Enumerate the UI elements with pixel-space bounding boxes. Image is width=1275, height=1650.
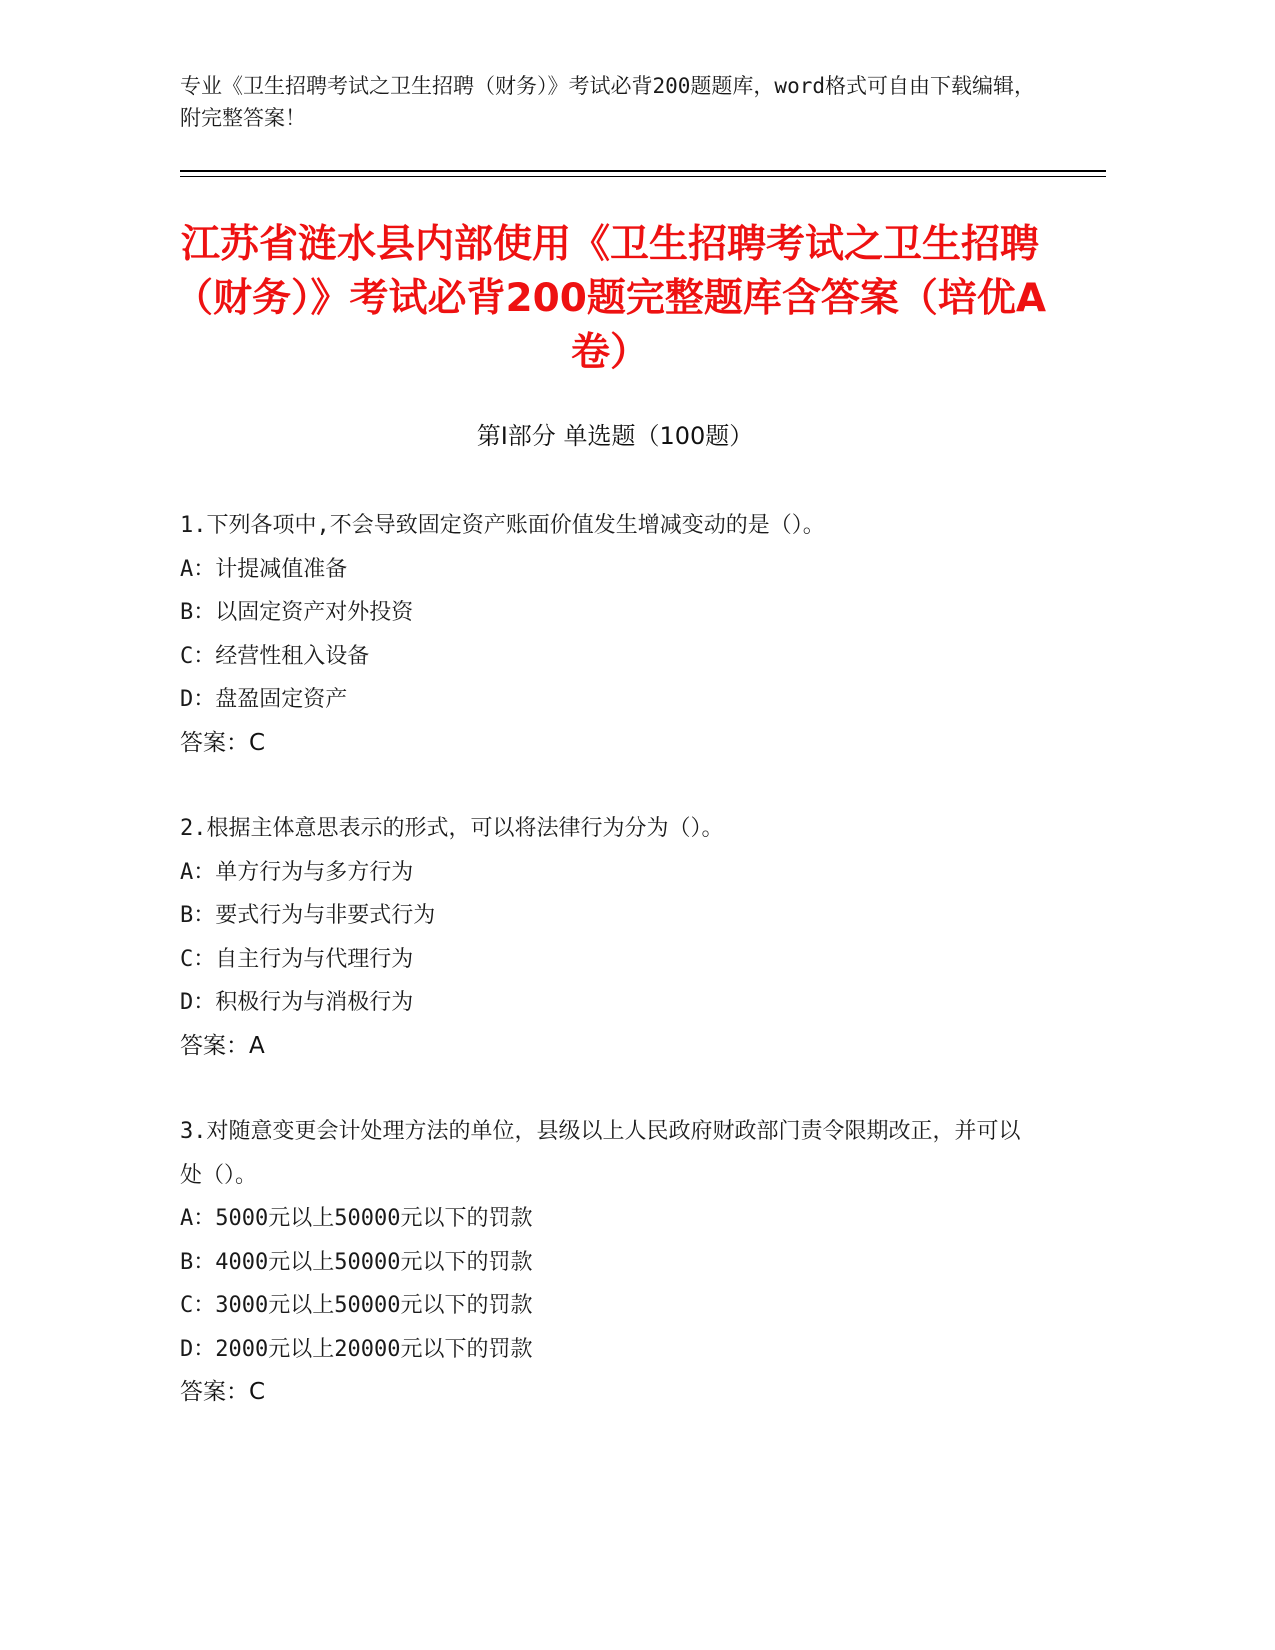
header-divider-thick <box>180 170 1106 172</box>
question-item <box>180 807 1040 1068</box>
option-a: A：5000元以上50000元以下的罚款 <box>180 1206 533 1231</box>
option-a: A：计提减值准备 <box>180 556 348 582</box>
section-heading: 第Ⅰ部分 单选题（100题） <box>476 422 754 450</box>
header-note: 专业《卫生招聘考试之卫生招聘（财务）》考试必背200题题库，word格式可自由下载编辑，附完整答案！ <box>180 74 1035 130</box>
option-b: B：4000元以上50000元以下的罚款 <box>180 1249 533 1275</box>
option-c: C：自主行为与代理行为 <box>180 946 414 972</box>
question-list <box>180 504 1040 1457</box>
option-b: B：以固定资产对外投资 <box>180 600 414 625</box>
option-d: D：2000元以上20000元以下的罚款 <box>180 1336 533 1362</box>
question-stem: 2.根据主体意思表示的形式，可以将法律行为分为（）。 <box>180 816 724 841</box>
document-title: 江苏省涟水县内部使用《卫生招聘考试之卫生招聘（财务）》考试必背200题完整题库含答案（培优A卷） <box>173 222 1047 375</box>
option-d: D：盘盈固定资产 <box>180 687 348 712</box>
question-stem: 3.对随意变更会计处理方法的单位，县级以上人民政府财政部门责令限期改正，并可以处（）。 <box>180 1119 1021 1188</box>
answer-line: 答案：A <box>180 1032 265 1059</box>
answer-line: 答案：C <box>180 729 266 756</box>
option-b: B：要式行为与非要式行为 <box>180 903 436 928</box>
header-divider-thin <box>180 176 1106 177</box>
option-d: D：积极行为与消极行为 <box>180 990 414 1015</box>
option-c: C：3000元以上50000元以下的罚款 <box>180 1293 533 1318</box>
option-c: C：经营性租入设备 <box>180 643 370 669</box>
question-item <box>180 1110 1040 1415</box>
question-item <box>180 504 1040 765</box>
question-stem: 1.下列各项中,不会导致固定资产账面价值发生增减变动的是（）。 <box>180 513 825 538</box>
answer-line: 答案：C <box>180 1379 266 1405</box>
option-a: A：单方行为与多方行为 <box>180 859 414 885</box>
